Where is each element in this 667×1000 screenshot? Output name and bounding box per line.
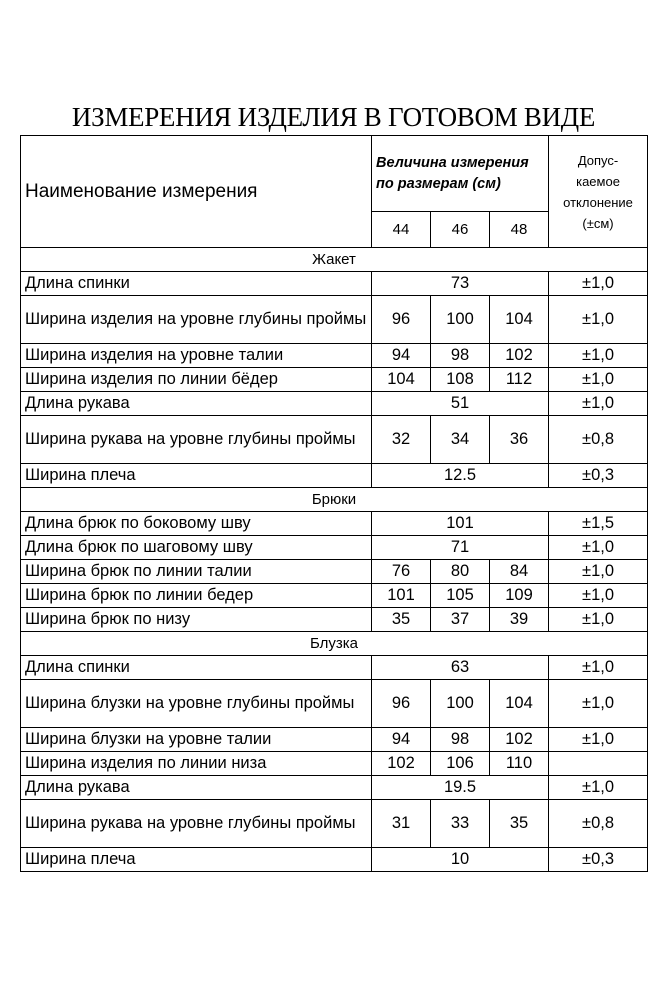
table-row bbox=[21, 584, 648, 608]
tolerance-value: ±1,0 bbox=[549, 584, 648, 608]
tolerance-value bbox=[549, 752, 648, 776]
table-row bbox=[21, 728, 648, 752]
tolerance-value: ±0,8 bbox=[549, 416, 648, 464]
measurement-name: Длина рукава bbox=[21, 392, 372, 416]
size-value: 106 bbox=[431, 752, 490, 776]
merged-size-value: 71 bbox=[372, 536, 549, 560]
measurement-name: Ширина рукава на уровне глубины проймы bbox=[21, 416, 372, 464]
size-value: 96 bbox=[372, 680, 431, 728]
tolerance-value: ±1,0 bbox=[549, 680, 648, 728]
size-value: 39 bbox=[490, 608, 549, 632]
section-row bbox=[21, 632, 648, 656]
measurement-name: Ширина брюк по линии бедер bbox=[21, 584, 372, 608]
size-value: 33 bbox=[431, 800, 490, 848]
section-title: Брюки bbox=[21, 488, 648, 512]
table-row bbox=[21, 608, 648, 632]
table-body bbox=[21, 248, 648, 872]
size-value: 84 bbox=[490, 560, 549, 584]
size-48: 48 bbox=[490, 212, 549, 248]
tolerance-value: ±1,0 bbox=[549, 296, 648, 344]
measurement-name: Ширина рукава на уровне глубины проймы bbox=[21, 800, 372, 848]
tolerance-value: ±1,0 bbox=[549, 728, 648, 752]
table-row bbox=[21, 560, 648, 584]
table-row bbox=[21, 656, 648, 680]
size-46: 46 bbox=[431, 212, 490, 248]
measurement-name: Ширина блузки на уровне талии bbox=[21, 728, 372, 752]
measurements-table bbox=[20, 135, 648, 872]
merged-size-value: 73 bbox=[372, 272, 549, 296]
tolerance-value: ±1,0 bbox=[549, 344, 648, 368]
header-tolerance-line: Допус- bbox=[577, 152, 619, 168]
merged-size-value: 101 bbox=[372, 512, 549, 536]
table-row bbox=[21, 752, 648, 776]
merged-size-value: 10 bbox=[372, 848, 549, 872]
size-value: 108 bbox=[431, 368, 490, 392]
size-value: 104 bbox=[490, 680, 549, 728]
header-size-group: Величина измерения по размерам (см) bbox=[372, 136, 549, 212]
table-row bbox=[21, 344, 648, 368]
document-title: ИЗМЕРЕНИЯ ИЗДЕЛИЯ В ГОТОВОМ ВИДЕ bbox=[71, 102, 596, 132]
size-value: 110 bbox=[490, 752, 549, 776]
tolerance-value: ±0,8 bbox=[549, 800, 648, 848]
tolerance-value: ±1,0 bbox=[549, 392, 648, 416]
tolerance-value: ±1,0 bbox=[549, 656, 648, 680]
size-value: 101 bbox=[372, 584, 431, 608]
size-value: 31 bbox=[372, 800, 431, 848]
table-header-row bbox=[21, 136, 648, 212]
tolerance-value: ±0,3 bbox=[549, 848, 648, 872]
size-value: 36 bbox=[490, 416, 549, 464]
header-tolerance-line: (±см) bbox=[582, 215, 614, 231]
size-44: 44 bbox=[372, 212, 431, 248]
merged-size-value: 12.5 bbox=[372, 464, 549, 488]
table-row bbox=[21, 800, 648, 848]
size-value: 100 bbox=[431, 680, 490, 728]
tolerance-value: ±1,0 bbox=[549, 560, 648, 584]
measurement-name: Длина брюк по шаговому шву bbox=[21, 536, 372, 560]
size-value: 98 bbox=[431, 344, 490, 368]
table-row bbox=[21, 392, 648, 416]
size-value: 32 bbox=[372, 416, 431, 464]
table-row bbox=[21, 272, 648, 296]
measurement-name: Ширина изделия по линии низа bbox=[21, 752, 372, 776]
size-value: 37 bbox=[431, 608, 490, 632]
size-value: 94 bbox=[372, 344, 431, 368]
table-row bbox=[21, 776, 648, 800]
header-tolerance-line: каемое bbox=[576, 173, 620, 189]
size-value: 102 bbox=[372, 752, 431, 776]
table-row bbox=[21, 536, 648, 560]
table-row bbox=[21, 680, 648, 728]
table-row bbox=[21, 368, 648, 392]
table-row bbox=[21, 464, 648, 488]
measurement-name: Ширина плеча bbox=[21, 848, 372, 872]
size-value: 94 bbox=[372, 728, 431, 752]
size-value: 105 bbox=[431, 584, 490, 608]
size-value: 112 bbox=[490, 368, 549, 392]
merged-size-value: 19.5 bbox=[372, 776, 549, 800]
table-row bbox=[21, 512, 648, 536]
measurement-name: Ширина изделия на уровне талии bbox=[21, 344, 372, 368]
size-value: 102 bbox=[490, 728, 549, 752]
tolerance-value: ±1,0 bbox=[549, 272, 648, 296]
size-value: 100 bbox=[431, 296, 490, 344]
measurement-name: Ширина брюк по низу bbox=[21, 608, 372, 632]
table-row bbox=[21, 848, 648, 872]
section-title: Блузка bbox=[21, 632, 648, 656]
section-title: Жакет bbox=[21, 248, 648, 272]
size-value: 35 bbox=[490, 800, 549, 848]
measurement-name: Ширина брюк по линии талии bbox=[21, 560, 372, 584]
measurement-name: Длина спинки bbox=[21, 656, 372, 680]
measurement-name: Ширина плеча bbox=[21, 464, 372, 488]
size-value: 104 bbox=[372, 368, 431, 392]
measurement-name: Ширина блузки на уровне глубины проймы bbox=[21, 680, 372, 728]
size-value: 34 bbox=[431, 416, 490, 464]
measurement-name: Длина спинки bbox=[21, 272, 372, 296]
merged-size-value: 63 bbox=[372, 656, 549, 680]
size-value: 35 bbox=[372, 608, 431, 632]
table-row bbox=[21, 296, 648, 344]
measurement-name: Длина брюк по боковому шву bbox=[21, 512, 372, 536]
header-tolerance bbox=[549, 136, 648, 248]
measurement-name: Ширина изделия по линии бёдер bbox=[21, 368, 372, 392]
size-value: 104 bbox=[490, 296, 549, 344]
tolerance-value: ±1,5 bbox=[549, 512, 648, 536]
header-measurement-name: Наименование измерения bbox=[21, 136, 372, 248]
size-value: 96 bbox=[372, 296, 431, 344]
tolerance-value: ±1,0 bbox=[549, 536, 648, 560]
tolerance-value: ±1,0 bbox=[549, 776, 648, 800]
tolerance-value: ±0,3 bbox=[549, 464, 648, 488]
size-value: 76 bbox=[372, 560, 431, 584]
header-tolerance-line: отклонение bbox=[563, 194, 633, 210]
tolerance-value: ±1,0 bbox=[549, 368, 648, 392]
tolerance-value: ±1,0 bbox=[549, 608, 648, 632]
section-row bbox=[21, 488, 648, 512]
size-value: 109 bbox=[490, 584, 549, 608]
size-value: 98 bbox=[431, 728, 490, 752]
table-row bbox=[21, 416, 648, 464]
section-row bbox=[21, 248, 648, 272]
measurement-name: Ширина изделия на уровне глубины проймы bbox=[21, 296, 372, 344]
measurement-name: Длина рукава bbox=[21, 776, 372, 800]
size-value: 80 bbox=[431, 560, 490, 584]
merged-size-value: 51 bbox=[372, 392, 549, 416]
size-value: 102 bbox=[490, 344, 549, 368]
